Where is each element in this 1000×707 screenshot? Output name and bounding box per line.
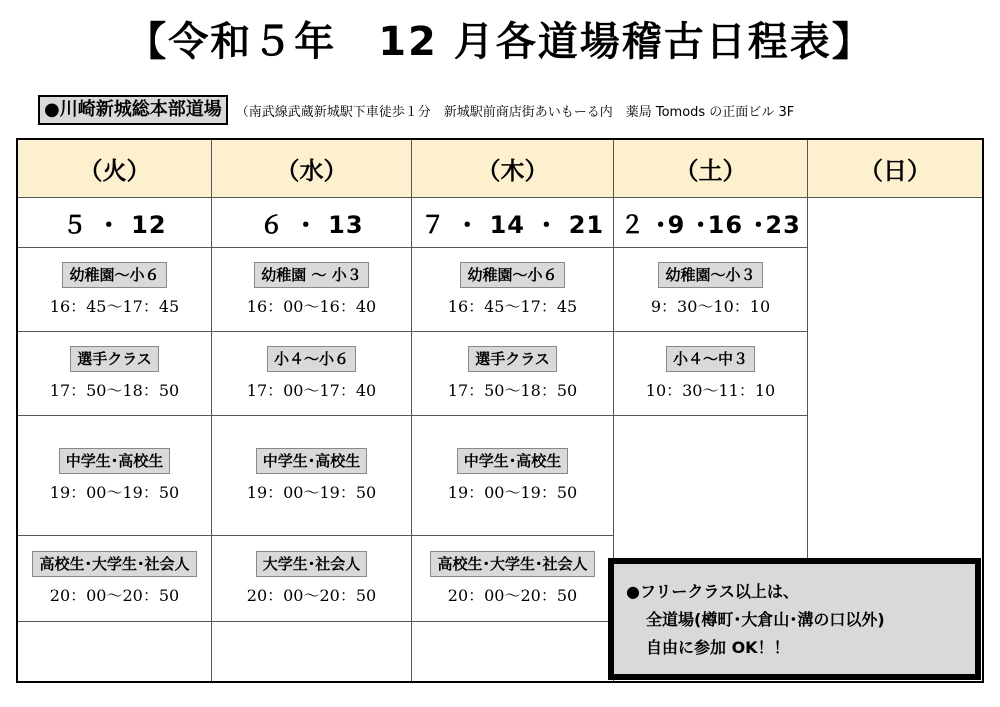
session-thu-3: [412, 416, 614, 536]
class-time: 20：00～20：50: [246, 586, 377, 605]
class-label: 小４～小６: [267, 346, 356, 372]
dates-sat: ２ ･9 ･16 ･23: [614, 198, 808, 248]
dojo-info: [38, 95, 794, 125]
empty-cell-tue: [18, 622, 212, 681]
dates-wed: ６ ・ 13: [212, 198, 412, 248]
class-time: 17：50～18：50: [49, 381, 180, 400]
dojo-access-note: （南武線武蔵新城駅下車徒歩１分 新城駅前商店街あいもーる内 薬局 Tomods の正面ビル 3F: [235, 104, 795, 120]
session-sat-1: [614, 248, 808, 332]
class-label: 選手クラス: [468, 346, 557, 372]
empty-cell-thu: [412, 622, 614, 681]
page-title: 【令和５年 12 月各道場稽古日程表】: [126, 19, 874, 65]
session-thu-4: [412, 536, 614, 622]
header-wed: （水）: [212, 140, 412, 198]
header-sun: （日）: [808, 140, 982, 198]
header-sat: （土）: [614, 140, 808, 198]
session-tue-1: [18, 248, 212, 332]
notice-line-2: 全道場(樽町･大倉山･溝の口以外): [646, 610, 885, 629]
header-thu: （木）: [412, 140, 614, 198]
class-label: 小４～中３: [666, 346, 755, 372]
class-label: 幼稚園 ～ 小３: [254, 262, 368, 288]
session-thu-1: [412, 248, 614, 332]
header-tue: （火）: [18, 140, 212, 198]
class-label: 高校生･大学生･社会人: [32, 551, 196, 577]
session-thu-2: [412, 332, 614, 416]
class-time: 20：00～20：50: [49, 586, 180, 605]
class-label: 中学生･高校生: [457, 448, 569, 474]
class-label: 幼稚園～小６: [460, 262, 564, 288]
class-time: 19：00～19：50: [447, 483, 578, 502]
notice-line-3: 自由に参加 OK！！: [646, 638, 790, 657]
session-wed-1: [212, 248, 412, 332]
class-label: 中学生･高校生: [256, 448, 368, 474]
session-tue-3: [18, 416, 212, 536]
session-sat-2: [614, 332, 808, 416]
class-time: 16：45～17：45: [447, 297, 578, 316]
class-time: 10：30～11：10: [645, 381, 776, 400]
dojo-name: ●川崎新城総本部道場: [38, 95, 228, 125]
class-time: 9：30～10：10: [650, 297, 771, 316]
class-label: 幼稚園～小３: [658, 262, 762, 288]
class-time: 16：45～17：45: [49, 297, 180, 316]
free-class-notice: [608, 558, 981, 680]
class-time: 16：00～16：40: [246, 297, 377, 316]
class-time: 19：00～19：50: [49, 483, 180, 502]
dates-tue: ５ ・ 12: [18, 198, 212, 248]
class-time: 19：00～19：50: [246, 483, 377, 502]
notice-line-1: ●フリークラス以上は、: [626, 582, 799, 601]
session-tue-4: [18, 536, 212, 622]
dates-thu: ７ ・ 14 ・ 21: [412, 198, 614, 248]
class-label: 大学生･社会人: [256, 551, 368, 577]
class-label: 高校生･大学生･社会人: [430, 551, 594, 577]
empty-cell-wed: [212, 622, 412, 681]
class-time: 17：50～18：50: [447, 381, 578, 400]
dates-sun: [808, 198, 982, 558]
class-time: 17：00～17：40: [246, 381, 377, 400]
class-label: 中学生･高校生: [59, 448, 171, 474]
schedule-table: [16, 138, 984, 683]
class-time: 20：00～20：50: [447, 586, 578, 605]
class-label: 幼稚園～小６: [62, 262, 166, 288]
empty-cell-sat: [614, 416, 808, 558]
session-wed-3: [212, 416, 412, 536]
class-label: 選手クラス: [70, 346, 159, 372]
session-wed-2: [212, 332, 412, 416]
session-tue-2: [18, 332, 212, 416]
session-wed-4: [212, 536, 412, 622]
